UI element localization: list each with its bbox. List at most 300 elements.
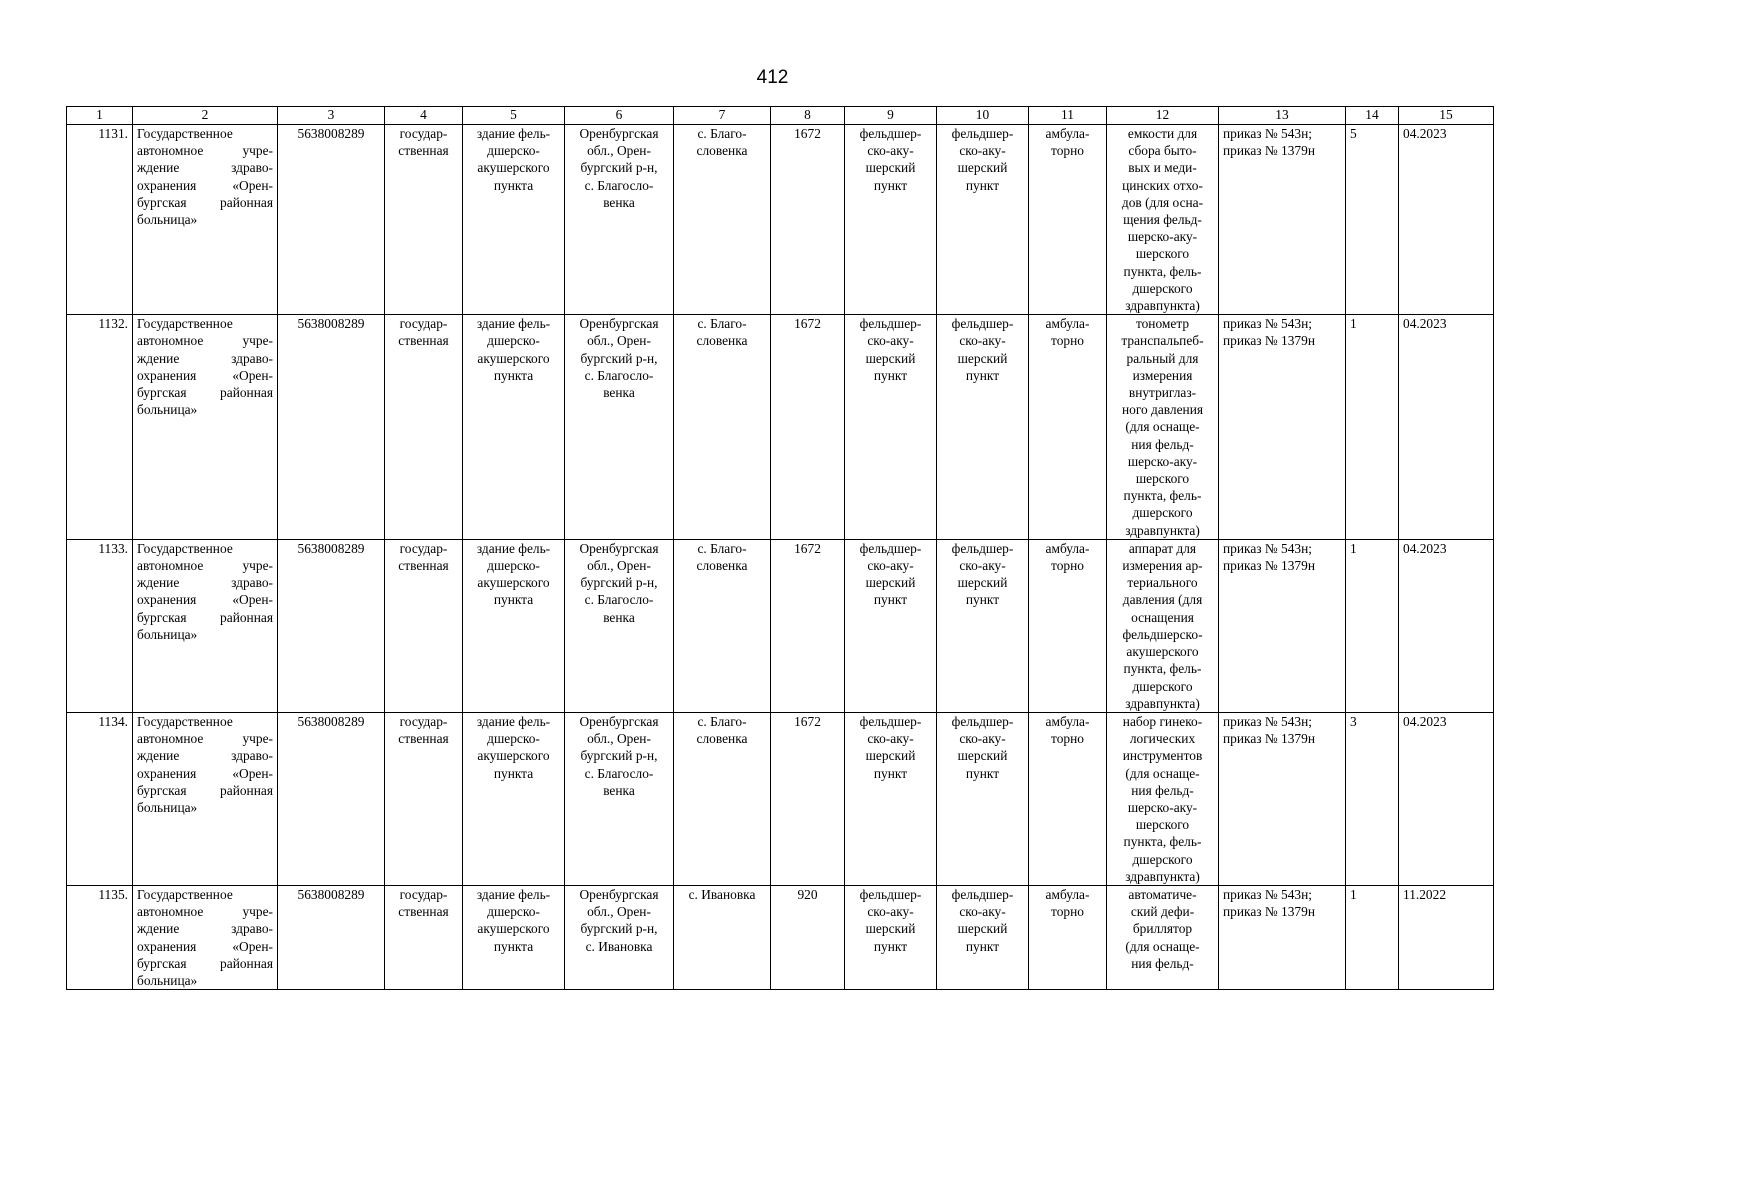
facility-type-cell	[845, 315, 937, 540]
cell-line: фельдшер-	[859, 126, 922, 141]
cell-line: приказ № 543н;	[1223, 886, 1313, 902]
cell-line: ственная	[398, 333, 449, 349]
cell-line: (для оснаще-	[1125, 419, 1200, 435]
cell-line: венка	[603, 194, 635, 210]
unit-type-cell	[937, 885, 1029, 989]
ownership-form-cell	[385, 885, 463, 989]
cell-line: пункт	[873, 938, 908, 954]
cell-line: логических	[1129, 731, 1196, 747]
cell-line: ния фельд-	[1131, 955, 1194, 971]
inn-cell: 5638008289	[278, 885, 385, 989]
cell-line: фельдшер-	[859, 713, 922, 729]
cell-line: государ-	[399, 886, 448, 902]
cell-line: ско-аку-	[959, 143, 1006, 159]
cell-line: охранения «Орен-	[137, 592, 273, 608]
cell-line: акушерского	[1126, 644, 1199, 660]
building-cell	[463, 315, 565, 540]
cell-line: бургский р-н,	[580, 575, 658, 591]
cell-line: государ-	[399, 540, 448, 556]
cell-line: акушерского	[477, 350, 550, 366]
institution-name-cell	[133, 712, 278, 885]
table-row	[67, 125, 1494, 315]
cell-line: ственная	[398, 558, 449, 574]
cell-line: шерского	[1135, 471, 1190, 487]
care-mode-cell	[1029, 315, 1107, 540]
cell-line: дшерско-	[487, 731, 540, 747]
quantity-cell: 1	[1346, 315, 1399, 540]
facility-type-cell	[845, 539, 937, 712]
settlement-cell	[674, 712, 771, 885]
table-row	[67, 539, 1494, 712]
building-cell	[463, 539, 565, 712]
cell-line: больница»	[137, 212, 198, 228]
cell-line: государ-	[399, 316, 448, 332]
cell-line: бургский р-н,	[580, 748, 658, 764]
cell-line: щения фельд-	[1123, 212, 1202, 228]
cell-line: больница»	[137, 972, 198, 988]
equipment-cell	[1107, 539, 1219, 712]
cell-line: пункт	[873, 367, 908, 383]
population-cell: 1672	[771, 125, 845, 315]
cell-line: пункт	[873, 177, 908, 193]
cell-line: вых и меди-	[1128, 160, 1197, 176]
facility-type-cell	[845, 125, 937, 315]
unit-type-cell	[937, 315, 1029, 540]
cell-line: шерский	[865, 160, 916, 176]
cell-line: давления (для	[1122, 592, 1203, 608]
column-header: 9	[845, 107, 937, 125]
regulation-cell	[1219, 539, 1346, 712]
cell-line: ждение здраво-	[137, 160, 273, 176]
cell-line: приказ № 1379н	[1223, 904, 1315, 920]
cell-line: фельдшер-	[951, 316, 1014, 332]
cell-line: дшерско-	[487, 143, 540, 159]
cell-line: бургская районная	[137, 955, 273, 971]
date-cell: 04.2023	[1399, 539, 1494, 712]
cell-line: шерский	[957, 350, 1008, 366]
settlement-cell	[674, 315, 771, 540]
cell-line: приказ № 543н;	[1223, 316, 1313, 332]
population-cell: 1672	[771, 712, 845, 885]
cell-line: шерско-аку-	[1127, 799, 1198, 815]
cell-line: пункта, фель-	[1123, 488, 1202, 504]
cell-line: тонометр	[1135, 316, 1190, 332]
cell-line: охранения «Орен-	[137, 938, 273, 954]
cell-line: пункта, фель-	[1123, 834, 1202, 850]
cell-line: здание фель-	[476, 126, 551, 141]
cell-line: Оренбургская	[579, 126, 659, 141]
population-cell: 1672	[771, 539, 845, 712]
cell-line: Оренбургская	[579, 886, 659, 902]
cell-line: цинских отхо-	[1122, 177, 1203, 193]
cell-line: государ-	[399, 126, 448, 141]
cell-line: словенка	[696, 333, 748, 349]
regulation-cell	[1219, 885, 1346, 989]
cell-line: автономное учре-	[137, 333, 273, 349]
cell-line: шерского	[1135, 246, 1190, 262]
column-header: 12	[1107, 107, 1219, 125]
cell-line: ско-аку-	[959, 558, 1006, 574]
unit-type-cell	[937, 712, 1029, 885]
cell-line: бургская районная	[137, 194, 273, 210]
cell-line: ственная	[398, 143, 449, 159]
cell-line: больница»	[137, 799, 198, 815]
settlement-cell	[674, 885, 771, 989]
cell-line: словенка	[696, 558, 748, 574]
cell-line: охранения «Орен-	[137, 765, 273, 781]
cell-line: Государственное	[137, 886, 233, 902]
cell-line: приказ № 1379н	[1223, 143, 1315, 159]
building-cell	[463, 712, 565, 885]
cell-line: Оренбургская	[579, 540, 659, 556]
cell-line: пункта, фель-	[1123, 263, 1202, 279]
column-header: 7	[674, 107, 771, 125]
cell-line: шерский	[957, 921, 1008, 937]
cell-line: здание фель-	[476, 713, 551, 729]
cell-line: шерский	[957, 575, 1008, 591]
cell-line: больница»	[137, 626, 198, 642]
cell-line: здание фель-	[476, 540, 551, 556]
cell-line: ско-аку-	[867, 143, 914, 159]
cell-line: здание фель-	[476, 886, 551, 902]
cell-line: шерский	[865, 350, 916, 366]
cell-line: пункта	[493, 177, 534, 193]
cell-line: обл., Орен-	[587, 904, 651, 920]
cell-line: приказ № 543н;	[1223, 713, 1313, 729]
cell-line: пункт	[965, 938, 1000, 954]
cell-line: инструментов	[1122, 748, 1203, 764]
cell-line: ждение здраво-	[137, 921, 273, 937]
cell-line: ральный для	[1126, 350, 1199, 366]
ownership-form-cell	[385, 125, 463, 315]
cell-line: териального	[1127, 575, 1198, 591]
column-header: 1	[67, 107, 133, 125]
cell-line: ственная	[398, 731, 449, 747]
header-row	[67, 107, 1494, 125]
cell-line: ско-аку-	[867, 904, 914, 920]
cell-line: ния фельд-	[1131, 436, 1194, 452]
cell-line: пункта	[493, 367, 534, 383]
cell-line: обл., Орен-	[587, 143, 651, 159]
cell-line: бургская районная	[137, 782, 273, 798]
cell-line: приказ № 1379н	[1223, 558, 1315, 574]
row-number-cell: 1133.	[67, 539, 133, 712]
cell-line: фельдшер-	[859, 540, 922, 556]
facility-type-cell	[845, 712, 937, 885]
table-body	[67, 125, 1494, 990]
cell-line: с. Благосло-	[584, 765, 654, 781]
cell-line: бургский р-н,	[580, 921, 658, 937]
cell-line: приказ № 1379н	[1223, 731, 1315, 747]
cell-line: (для оснаще-	[1125, 938, 1200, 954]
cell-line: дов (для осна-	[1121, 194, 1204, 210]
cell-line: Государственное	[137, 126, 233, 141]
regulation-cell	[1219, 125, 1346, 315]
cell-line: ждение здраво-	[137, 350, 273, 366]
cell-line: шерский	[865, 748, 916, 764]
cell-line: набор гинеко-	[1122, 713, 1203, 729]
address-cell	[565, 315, 674, 540]
column-header: 6	[565, 107, 674, 125]
cell-line: амбула-	[1045, 316, 1090, 332]
cell-line: Оренбургская	[579, 713, 659, 729]
cell-line: пункта	[493, 765, 534, 781]
column-header: 13	[1219, 107, 1346, 125]
cell-line: амбула-	[1045, 886, 1090, 902]
cell-line: пункта	[493, 938, 534, 954]
cell-line: дшерско-	[487, 904, 540, 920]
cell-line: бургская районная	[137, 385, 273, 401]
date-cell: 04.2023	[1399, 125, 1494, 315]
care-mode-cell	[1029, 885, 1107, 989]
cell-line: ский дефи-	[1130, 904, 1195, 920]
cell-line: измерения ар-	[1122, 558, 1203, 574]
cell-line: фельдшерско-	[1122, 626, 1203, 642]
cell-line: автономное учре-	[137, 904, 273, 920]
unit-type-cell	[937, 539, 1029, 712]
cell-line: амбула-	[1045, 126, 1090, 141]
cell-line: здание фель-	[476, 316, 551, 332]
facility-type-cell	[845, 885, 937, 989]
ownership-form-cell	[385, 712, 463, 885]
cell-line: Оренбургская	[579, 316, 659, 332]
table-row	[67, 315, 1494, 540]
cell-line: фельдшер-	[951, 713, 1014, 729]
cell-line: дшерского	[1132, 280, 1193, 296]
table-row	[67, 885, 1494, 989]
cell-line: здравпункта)	[1125, 298, 1200, 314]
regulation-cell	[1219, 315, 1346, 540]
cell-line: приказ № 543н;	[1223, 126, 1313, 141]
cell-line: акушерского	[477, 748, 550, 764]
column-header: 4	[385, 107, 463, 125]
population-cell: 1672	[771, 315, 845, 540]
cell-line: приказ № 543н;	[1223, 540, 1313, 556]
cell-line: сбора быто-	[1128, 143, 1197, 159]
cell-line: автоматиче-	[1128, 886, 1197, 902]
care-mode-cell	[1029, 539, 1107, 712]
cell-line: здравпункта)	[1125, 868, 1200, 884]
cell-line: ско-аку-	[867, 333, 914, 349]
cell-line: шерский	[957, 160, 1008, 176]
column-header: 10	[937, 107, 1029, 125]
quantity-cell: 5	[1346, 125, 1399, 315]
quantity-cell: 1	[1346, 539, 1399, 712]
quantity-cell: 1	[1346, 885, 1399, 989]
cell-line: больница»	[137, 402, 198, 418]
regulation-cell	[1219, 712, 1346, 885]
cell-line: шерский	[957, 748, 1008, 764]
cell-line: пункт	[873, 765, 908, 781]
institution-name-cell	[133, 125, 278, 315]
cell-line: с. Благосло-	[584, 367, 654, 383]
cell-line: транспальпеб-	[1121, 333, 1204, 349]
cell-line: пункт	[873, 592, 908, 608]
cell-line: амбула-	[1045, 540, 1090, 556]
cell-line: Государственное	[137, 713, 233, 729]
cell-line: Государственное	[137, 316, 233, 332]
row-number-cell: 1131.	[67, 125, 133, 315]
cell-line: обл., Орен-	[587, 558, 651, 574]
cell-line: торно	[1051, 333, 1084, 349]
cell-line: с. Благосло-	[584, 592, 654, 608]
cell-line: торно	[1051, 904, 1084, 920]
cell-line: дшерского	[1132, 678, 1193, 694]
quantity-cell: 3	[1346, 712, 1399, 885]
cell-line: пункта	[493, 592, 534, 608]
cell-line: оснащения	[1131, 609, 1194, 625]
cell-line: ждение здраво-	[137, 575, 273, 591]
equipment-cell	[1107, 315, 1219, 540]
cell-line: венка	[603, 385, 635, 401]
cell-line: охранения «Орен-	[137, 367, 273, 383]
row-number-cell: 1134.	[67, 712, 133, 885]
cell-line: дшерско-	[487, 558, 540, 574]
cell-line: с. Благо-	[697, 316, 747, 332]
column-header: 11	[1029, 107, 1107, 125]
cell-line: торно	[1051, 558, 1084, 574]
address-cell	[565, 539, 674, 712]
address-cell	[565, 712, 674, 885]
population-cell: 920	[771, 885, 845, 989]
care-mode-cell	[1029, 712, 1107, 885]
column-header: 3	[278, 107, 385, 125]
ownership-form-cell	[385, 315, 463, 540]
cell-line: шерско-аку-	[1127, 453, 1198, 469]
cell-line: пункт	[965, 765, 1000, 781]
institution-name-cell	[133, 539, 278, 712]
row-number-cell: 1132.	[67, 315, 133, 540]
cell-line: акушерского	[477, 575, 550, 591]
cell-line: с. Благо-	[697, 126, 747, 141]
cell-line: фельдшер-	[951, 540, 1014, 556]
cell-line: словенка	[696, 731, 748, 747]
column-header: 5	[463, 107, 565, 125]
cell-line: бургский р-н,	[580, 350, 658, 366]
row-number-cell: 1135.	[67, 885, 133, 989]
cell-line: шерского	[1135, 817, 1190, 833]
registry-table	[66, 106, 1494, 990]
cell-line: ско-аку-	[867, 558, 914, 574]
cell-line: с. Ивановка	[688, 886, 756, 902]
cell-line: емкости для	[1127, 126, 1198, 141]
cell-line: ско-аку-	[959, 731, 1006, 747]
cell-line: ско-аку-	[867, 731, 914, 747]
date-cell: 04.2023	[1399, 315, 1494, 540]
cell-line: ния фельд-	[1131, 782, 1194, 798]
cell-line: ждение здраво-	[137, 748, 273, 764]
cell-line: автономное учре-	[137, 731, 273, 747]
cell-line: здравпункта)	[1125, 522, 1200, 538]
table-row	[67, 712, 1494, 885]
cell-line: ско-аку-	[959, 904, 1006, 920]
cell-line: обл., Орен-	[587, 731, 651, 747]
cell-line: пункт	[965, 592, 1000, 608]
cell-line: с. Ивановка	[585, 938, 653, 954]
date-cell: 11.2022	[1399, 885, 1494, 989]
cell-line: амбула-	[1045, 713, 1090, 729]
cell-line: торно	[1051, 731, 1084, 747]
cell-line: (для оснаще-	[1125, 765, 1200, 781]
institution-name-cell	[133, 885, 278, 989]
cell-line: автономное учре-	[137, 558, 273, 574]
column-header: 14	[1346, 107, 1399, 125]
address-cell	[565, 885, 674, 989]
cell-line: государ-	[399, 713, 448, 729]
inn-cell: 5638008289	[278, 125, 385, 315]
equipment-cell	[1107, 712, 1219, 885]
cell-line: торно	[1051, 143, 1084, 159]
cell-line: бургская районная	[137, 609, 273, 625]
inn-cell: 5638008289	[278, 315, 385, 540]
unit-type-cell	[937, 125, 1029, 315]
cell-line: охранения «Орен-	[137, 177, 273, 193]
cell-line: пункта, фель-	[1123, 661, 1202, 677]
cell-line: Государственное	[137, 540, 233, 556]
cell-line: внутриглаз-	[1128, 385, 1197, 401]
cell-line: автономное учре-	[137, 143, 273, 159]
cell-line: дшерского	[1132, 851, 1193, 867]
cell-line: пункт	[965, 177, 1000, 193]
cell-line: бриллятор	[1132, 921, 1193, 937]
cell-line: с. Благо-	[697, 713, 747, 729]
cell-line: с. Благо-	[697, 540, 747, 556]
cell-line: с. Благосло-	[584, 177, 654, 193]
column-header: 15	[1399, 107, 1494, 125]
equipment-cell	[1107, 125, 1219, 315]
cell-line: фельдшер-	[859, 886, 922, 902]
address-cell	[565, 125, 674, 315]
institution-name-cell	[133, 315, 278, 540]
cell-line: дшерско-	[487, 333, 540, 349]
cell-line: измерения	[1132, 367, 1193, 383]
cell-line: акушерского	[477, 160, 550, 176]
cell-line: пункт	[965, 367, 1000, 383]
cell-line: словенка	[696, 143, 748, 159]
settlement-cell	[674, 539, 771, 712]
cell-line: акушерского	[477, 921, 550, 937]
settlement-cell	[674, 125, 771, 315]
cell-line: ственная	[398, 904, 449, 920]
date-cell: 04.2023	[1399, 712, 1494, 885]
ownership-form-cell	[385, 539, 463, 712]
care-mode-cell	[1029, 125, 1107, 315]
cell-line: шерский	[865, 575, 916, 591]
cell-line: здравпункта)	[1125, 695, 1200, 711]
cell-line: аппарат для	[1128, 540, 1197, 556]
page-number: 412	[756, 67, 789, 88]
building-cell	[463, 125, 565, 315]
inn-cell: 5638008289	[278, 539, 385, 712]
cell-line: ско-аку-	[959, 333, 1006, 349]
cell-line: обл., Орен-	[587, 333, 651, 349]
cell-line: фельдшер-	[951, 126, 1014, 141]
equipment-cell	[1107, 885, 1219, 989]
column-header: 2	[133, 107, 278, 125]
column-header: 8	[771, 107, 845, 125]
cell-line: шерский	[865, 921, 916, 937]
cell-line: бургский р-н,	[580, 160, 658, 176]
inn-cell: 5638008289	[278, 712, 385, 885]
cell-line: дшерского	[1132, 505, 1193, 521]
cell-line: приказ № 1379н	[1223, 333, 1315, 349]
cell-line: фельдшер-	[951, 886, 1014, 902]
cell-line: шерско-аку-	[1127, 229, 1198, 245]
cell-line: венка	[603, 609, 635, 625]
cell-line: ного давления	[1121, 402, 1204, 418]
cell-line: венка	[603, 782, 635, 798]
building-cell	[463, 885, 565, 989]
